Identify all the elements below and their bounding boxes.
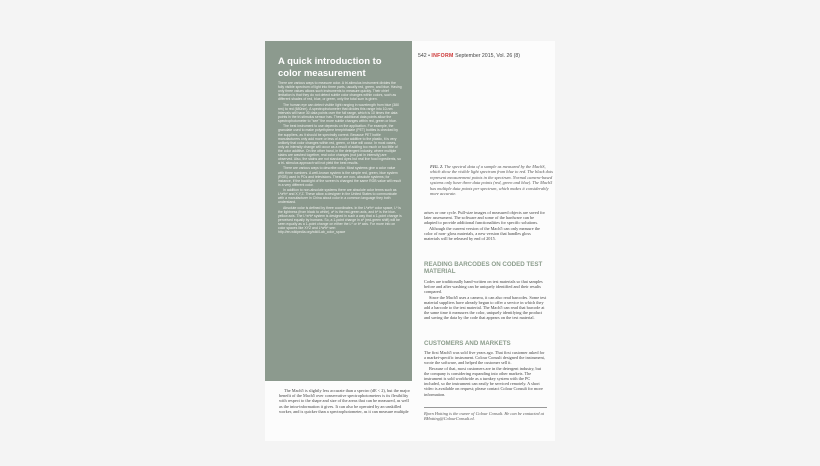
figure-caption: [430, 164, 555, 196]
sidebar-paragraph: Absolute color is defined by three coordinates. In the L*a*b* color space, L* is the lightness (from black to white), a* is the red-green axis, and b* is the blue-yellow axis. The L*a*b* system is designed in such a way that a 1-point change is perceived equally by humans. So, a 1-point change in a* (red-green shift) will be seen equally as a 1-point change on either the L* or b* axis. For more info on color spaces like XYZ and L*a*b* see: http://en.wikipedia.org/wiki/Lab_color_space: [278, 205, 402, 235]
left-column-continued: [279, 388, 412, 414]
color-measurement-sidebar: [265, 41, 412, 381]
body-paragraph: The Mach5 is slightly less accurate than a spectro (dE < 2), but the major benefit of the Mach5 over conservative spectrophotometers is its flexibility with respect to the shape and size of the areas that can be measured, as well as the intra-information it gives. It can also be operated by an unskilled worker, and is quicker than a spectrophotometer, as it can measure multiple: [279, 388, 410, 414]
sidebar-paragraph: In addition to non-absolute systems there are absolute color terms such as L*a*b* and X,Y,Z. These allow a designer in the United States to communicate with a manufacturer in China about color in a common language they both understand.: [278, 188, 397, 205]
sidebar-paragraph: There are various ways to measure color. A tri-stimulus instrument divides the fully visible spectrum of light into three parts, usually red, green, and blue. Having only three values allows such instruments to measure quickly. Their chief limitation is that they do not detect subtle color changes within colors, such as different shades of red, blue, or green, only the total sum is given.: [278, 81, 402, 102]
body-paragraph: The first Mach5 was sold five years ago. That first customer asked for a market-specific instrument. Colour Consult designed the instrument, wrote the software, and helped the customer sell it.: [424, 350, 545, 366]
sidebar-paragraph: The best instrument to use depends on the application. For example, the granulate used to make polyethylene terephthalate (PET) bottles is checked by the suppliers, as it should be spectrally correct. Because PET bottle manufacturers only add more or less of a color additive to the plastic, it is very unlikely that color changes within red, green, or blue will occur. In most cases, only an intensity change will occur as a result of adding too much or too little of the color additive. On the other hand, in the detergent industry, where multiple stains are washed together, real color changes (not just in intensity) are observed. Also, the stains are not standard dyes but real live food ingredients, so a tri- stimulus approach will not yield the best results.: [278, 124, 401, 166]
page-number: 542: [418, 53, 427, 59]
figure-caption-text: The spectral data of a sample as measured by the MachS, which show the visible light spectrum from blue to red. The black dots represent measurement points in the spectrum. Normal camera-based systems only have three data points (red, green and blue). The Mach5 has multiple data points per spectrum, which makes it considerably more accurate.: [430, 164, 553, 197]
sidebar-body: [278, 81, 402, 236]
right-column-intro: [424, 210, 547, 241]
header-bullet: •: [428, 53, 430, 59]
section-customers-body: [424, 350, 547, 397]
figure-label: FIG. 2.: [430, 164, 444, 169]
body-paragraph: Since the Mach5 uses a camera, it can also read barcodes. Some test material suppliers have already begun to offer a service in which they add a barcode to the test material. The Mach5 can read that barcode at the same time it measures the color, uniquely identifying the product and saving the data by the code that appears on the test material.: [424, 294, 547, 321]
author-bio: Bjorn Hotting is the owner of Colour Consult. He can be contacted at BHotting@ColourConsult.nl.: [424, 407, 547, 421]
section-heading-barcodes: READING BARCODES ON CODED TEST MATERIAL: [424, 261, 543, 276]
section-heading-customers: CUSTOMERS AND MARKETS: [424, 340, 511, 347]
section-barcodes-body: [424, 279, 547, 321]
issue-date: September 2015, Vol. 26 (8): [455, 53, 520, 59]
sidebar-title: A quick introduction to color measurement: [278, 56, 382, 79]
body-paragraph: Codes are traditionally hand-written on test materials so that samples before and after washing can be uniquely identified and their results compared.: [424, 279, 543, 295]
page-header: [418, 53, 520, 59]
body-paragraph: arises or one cycle. Pull-size images of measured objects are saved for later assessment. The software and some of the hardware can be adapted to provide additional functionalities for specific solutions.: [424, 210, 545, 226]
body-paragraph: Because of that, most customers are in the detergent industry, but the company is considering expanding into other markets. The instrument is sold worldwide as a turnkey system with the PC included, so the instrument can easily be serviced remotely. A short video is available on request; please contact Colour Consult for more information.: [424, 365, 543, 397]
sidebar-paragraph: The human eye can detect visible light ranging in wavelength from blue (380 nm) to red (680nm). A spectrophotometer that divides this range into 10-nm intervals will have 30 data points over the full range, which is 10 times the data points in the tri-stimulus sensor has. These additional data points allow the spectrophotometer to "see" the more subtle changes within red, green or blue.: [278, 102, 399, 124]
sidebar-paragraph: There are various ways to describe color. Most systems give a color value with three numbers. A well-known system is the simple red, green, blue system (RGB) used in PCs and televisions. These are non- absolute systems; for instance, if the backlight of the screen is changed the same RGB value will result in a very different color.: [278, 166, 401, 187]
magazine-name: INFORM: [431, 53, 454, 59]
body-paragraph: Although the current version of the Mach5 can only measure the color of non- gloss materials, a new version that handles gloss materials will be released by end of 2015.: [424, 225, 540, 242]
